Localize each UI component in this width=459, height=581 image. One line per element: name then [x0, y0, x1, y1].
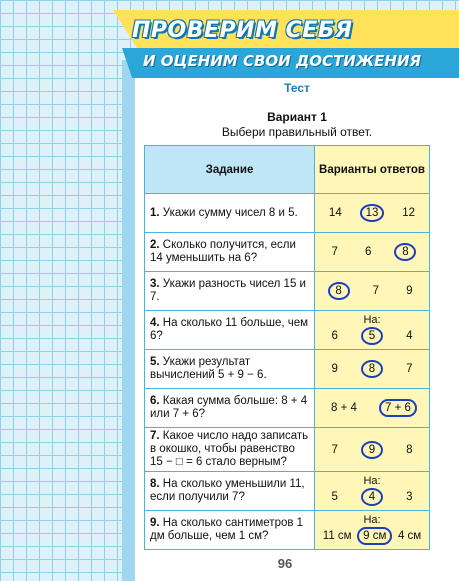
answer-option[interactable]: 8 — [406, 443, 413, 456]
task-cell — [145, 311, 315, 350]
table-row — [145, 311, 430, 350]
task-cell — [145, 511, 315, 550]
answers-cell — [315, 350, 430, 389]
page-number: 96 — [277, 556, 293, 571]
answer-option-selected[interactable]: 9 см — [357, 527, 392, 545]
task-number: 9. — [150, 517, 160, 529]
task-text: На сколько 11 больше, чем 6? — [150, 317, 309, 342]
answer-option[interactable]: 7 — [331, 246, 338, 258]
answer-option[interactable]: 12 — [402, 207, 416, 219]
task-text: На сколько сантиметров 1 дм больше, чем 1 см? — [150, 517, 304, 542]
answer-option[interactable]: 4 см — [397, 530, 422, 542]
answer-option[interactable]: 6 — [331, 330, 338, 342]
answers-cell — [315, 472, 430, 511]
task-text: Какая сумма больше: 8 + 4 или 7 + 6? — [150, 395, 308, 420]
variant-heading: Вариант 1 — [267, 110, 327, 124]
table-row — [145, 272, 430, 311]
task-cell — [145, 194, 315, 233]
answer-option[interactable]: 5 — [331, 491, 338, 503]
test-label: Тест — [284, 81, 310, 95]
task-number: 7. — [150, 430, 160, 442]
task-text: Укажи разность чисел 15 и 7. — [150, 278, 306, 303]
table-row — [145, 350, 430, 389]
answer-prefix: На: — [363, 514, 381, 526]
instruction-text: Выбери правильный ответ. — [221, 125, 373, 139]
column-header-task: Задание — [145, 146, 315, 194]
answer-option[interactable]: 9 — [406, 285, 413, 297]
task-number: 4. — [150, 317, 160, 329]
answer-option[interactable]: 6 — [365, 246, 372, 258]
answers-cell — [315, 272, 430, 311]
answer-option-selected[interactable]: 5 — [361, 327, 383, 345]
answer-option-selected[interactable]: 8 — [328, 282, 350, 300]
answer-option[interactable]: 14 — [328, 207, 342, 219]
answers-cell — [315, 311, 430, 350]
column-header-answers: Варианты ответов — [315, 146, 430, 194]
task-number: 3. — [150, 278, 160, 290]
answers-cell — [315, 194, 430, 233]
task-cell — [145, 233, 315, 272]
answer-option-selected[interactable]: 7 + 6 — [379, 399, 417, 417]
table-row — [145, 472, 430, 511]
answer-option[interactable]: 7 — [406, 363, 413, 375]
task-cell — [145, 272, 315, 311]
answer-option[interactable]: 4 — [406, 330, 413, 342]
answers-cell — [315, 428, 430, 472]
table-row — [145, 194, 430, 233]
task-text: На сколько уменьшили 11, если получили 7? — [150, 478, 305, 503]
task-text: Укажи результат вычислений 5 + 9 − 6. — [150, 356, 267, 381]
answers-cell — [315, 389, 430, 428]
task-number: 5. — [150, 356, 160, 368]
task-number: 6. — [150, 395, 160, 407]
answer-option[interactable]: 3 — [406, 491, 413, 503]
task-text: Сколько получится, если 14 уменьшить на 6? — [150, 239, 296, 264]
task-cell — [145, 428, 315, 472]
task-cell — [145, 350, 315, 389]
page-subtitle: И ОЦЕНИМ СВОИ ДОСТИЖЕНИЯ — [143, 52, 422, 70]
answer-option[interactable]: 9 — [331, 363, 338, 375]
table-header-row — [145, 146, 430, 194]
task-number: 1. — [150, 206, 160, 219]
answer-option[interactable]: 11 см — [322, 530, 352, 542]
task-cell — [145, 389, 315, 428]
answer-option-selected[interactable]: 9 — [361, 441, 383, 459]
answer-option-selected[interactable]: 4 — [361, 488, 383, 506]
table-row — [145, 511, 430, 550]
answer-option[interactable]: 7 — [372, 285, 379, 297]
page-title: ПРОВЕРИМ СЕБЯ — [132, 18, 353, 43]
answer-prefix: На: — [363, 475, 381, 487]
answer-option-selected[interactable]: 8 — [361, 360, 383, 378]
task-number: 8. — [150, 478, 160, 490]
table-row — [145, 428, 430, 472]
answers-cell — [315, 511, 430, 550]
answer-option[interactable]: 8 + 4 — [331, 402, 357, 414]
answer-option[interactable]: 7 — [331, 443, 338, 456]
answer-option-selected[interactable]: 8 — [394, 243, 416, 261]
answer-prefix: На: — [363, 314, 381, 326]
answer-option-selected[interactable]: 13 — [360, 204, 385, 222]
answers-cell — [315, 233, 430, 272]
table-row — [145, 389, 430, 428]
task-number: 2. — [150, 239, 160, 251]
task-text: Укажи сумму чисел 8 и 5. — [162, 206, 298, 219]
test-table — [144, 145, 430, 550]
table-row — [145, 233, 430, 272]
task-text: Какое число надо записать в окошко, чтобы равенство 15 − □ = 6 стало верным? — [150, 430, 309, 468]
task-cell — [145, 472, 315, 511]
